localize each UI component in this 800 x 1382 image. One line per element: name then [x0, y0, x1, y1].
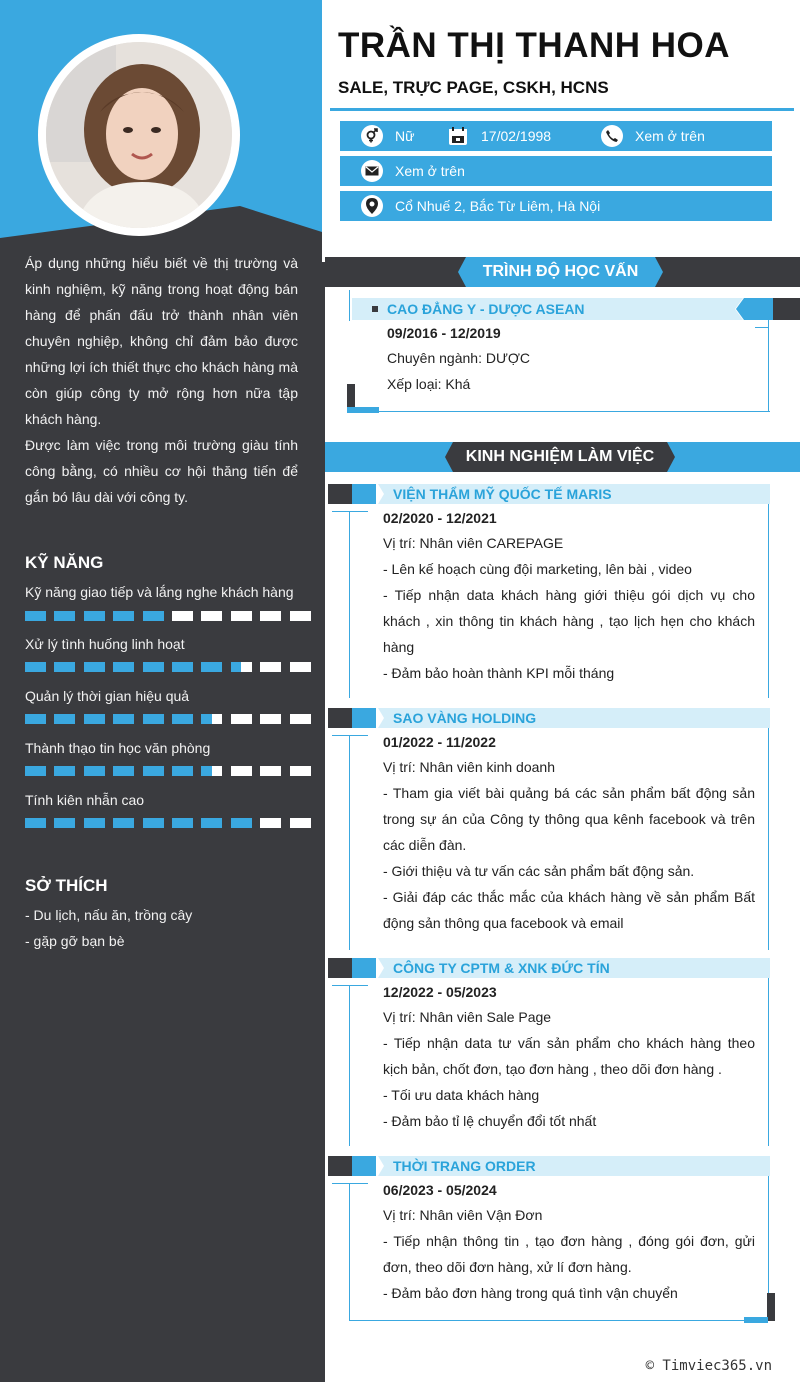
skill-segment — [290, 818, 311, 828]
skill-segment — [260, 611, 281, 621]
skill-segment — [260, 818, 281, 828]
skill-segment — [113, 662, 134, 672]
company-name: CÔNG TY CPTM & XNK ĐỨC TÍN — [393, 960, 610, 976]
frame-line — [768, 978, 769, 1146]
skill-segment — [172, 611, 193, 621]
education-grade: Xếp loại: Khá — [387, 376, 471, 392]
skill-segment — [143, 662, 164, 672]
entry-title-notch — [378, 958, 390, 978]
company-name: VIỆN THẨM MỸ QUỐC TẾ MARIS — [393, 486, 612, 502]
skill-segment — [84, 714, 105, 724]
skill-segment — [25, 662, 46, 672]
skills-heading-label: KỸ NĂNG — [25, 553, 104, 572]
skill-segment — [172, 818, 193, 828]
bullet-icon — [372, 306, 378, 312]
skill-segment — [172, 714, 193, 724]
location-icon — [361, 195, 383, 217]
skill-name: Xử lý tình huống linh hoạt — [25, 636, 185, 652]
skill-segment — [54, 611, 75, 621]
company-name: SAO VÀNG HOLDING — [393, 710, 537, 726]
info-row — [340, 156, 772, 186]
title-bar-tail — [735, 298, 800, 320]
frame-line — [349, 735, 350, 950]
job-duty: - Giải đáp các thắc mắc của khách hàng về sản phẩm Bất động sản thông qua facebook và email — [383, 889, 755, 931]
skill-segment — [260, 662, 281, 672]
skill-segment — [290, 662, 311, 672]
skill-segment — [54, 818, 75, 828]
phone-icon — [601, 125, 623, 147]
corner-accent — [744, 1317, 768, 1323]
skill-segment — [172, 766, 193, 776]
frame-tick — [755, 327, 769, 328]
skill-bar — [25, 611, 311, 621]
gender-icon — [361, 125, 383, 147]
corner-accent — [767, 1293, 775, 1321]
frame-tick — [332, 1183, 368, 1184]
skill-segment — [54, 662, 75, 672]
job-duty: - Tham gia viết bài quảng bá các sản phẩm bất động sản trong sự án của Công ty thông qua kênh facebook và trên các diễn đàn. — [383, 785, 755, 853]
skill-segment — [260, 766, 281, 776]
skill-segment — [25, 766, 46, 776]
job-position: Vị trí: Nhân viên Vận Đơn — [383, 1207, 543, 1223]
job-duty: - Tiếp nhận data khách hàng giới thiệu gói dịch vụ cho khách , xin thông tin khách hàng , tạo lịch hẹn cho khách hàng — [383, 587, 755, 655]
skill-segment — [290, 611, 311, 621]
skill-segment — [290, 714, 311, 724]
job-duty: - Đảm bảo đơn hàng trong quá tình vận chuyển — [383, 1285, 678, 1301]
frame-line — [349, 411, 770, 412]
frame-line — [349, 511, 350, 698]
job-duty: - Tiếp nhận data tư vấn sản phẩm cho khách hàng theo kịch bản, chốt đơn, tạo đơn hàng , theo dõi đơn hàng . — [383, 1035, 755, 1077]
frame-line — [768, 320, 769, 411]
frame-line — [768, 504, 769, 698]
entry-marker — [352, 708, 376, 728]
hobbies-heading — [25, 876, 120, 896]
skill-segment — [84, 818, 105, 828]
objective-paragraph: Được làm việc trong môi trường giàu tính công bằng, có nhiều cơ hội thăng tiến để gắn bó lâu dài với công ty. — [25, 437, 298, 505]
header-divider — [330, 108, 794, 111]
company-name: THỜI TRANG ORDER — [393, 1158, 536, 1174]
skill-segment — [25, 818, 46, 828]
objective-paragraph: Áp dụng những hiểu biết về thị trường và kinh nghiệm, kỹ năng trong hoạt động bán hàng để phấn đấu trở thành nhân viên chuyên nghiệp, không chỉ đảm bảo được những lợi ích thiết thực cho khách hàng mà còn giúp công ty mở rộng hơn nữa tập khách hàng. — [25, 255, 298, 427]
job-position: Vị trí: Nhân viên Sale Page — [383, 1009, 552, 1025]
hobby-item: - Du lịch, nấu ăn, trồng cây — [25, 907, 193, 923]
avatar — [46, 42, 232, 228]
job-period: 02/2020 - 12/2021 — [383, 510, 497, 526]
skill-segment — [143, 714, 164, 724]
job-duty: - Đảm bảo tỉ lệ chuyển đổi tốt nhất — [383, 1113, 597, 1129]
skill-segment — [172, 662, 193, 672]
gender-value: Nữ — [395, 128, 415, 144]
job-duty: - Lên kế hoạch cùng đội marketing, lên bài , video — [383, 561, 692, 577]
job-period: 12/2022 - 05/2023 — [383, 984, 497, 1000]
info-row — [340, 191, 772, 221]
entry-title-notch — [378, 1156, 390, 1176]
skill-segment — [231, 714, 252, 724]
frame-line — [349, 1320, 770, 1321]
skill-segment — [113, 818, 134, 828]
education-school: CAO ĐẲNG Y - DƯỢC ASEAN — [387, 301, 585, 317]
corner-accent — [347, 384, 355, 408]
avatar-photo — [46, 42, 232, 228]
skill-segment — [84, 662, 105, 672]
entry-marker — [328, 708, 352, 728]
career-objective — [25, 250, 298, 510]
hobby-item: - gặp gỡ bạn bè — [25, 933, 125, 949]
entry-marker — [328, 958, 352, 978]
skill-segment — [231, 662, 252, 672]
hobbies-heading-label: SỞ THÍCH — [25, 876, 108, 895]
skill-bar — [25, 714, 311, 724]
candidate-role: SALE, TRỰC PAGE, CSKH, HCNS — [338, 78, 609, 97]
skill-segment — [25, 611, 46, 621]
skill-segment — [143, 818, 164, 828]
job-period: 06/2023 - 05/2024 — [383, 1182, 497, 1198]
skill-name: Thành thạo tin học văn phòng — [25, 740, 211, 756]
job-position: Vị trí: Nhân viên kinh doanh — [383, 759, 555, 775]
entry-marker — [352, 1156, 376, 1176]
skill-bar — [25, 766, 311, 776]
entry-marker — [328, 1156, 352, 1176]
skill-bar — [25, 662, 311, 672]
education-heading: TRÌNH ĐỘ HỌC VẤN — [482, 263, 639, 280]
entry-title-notch — [378, 484, 390, 504]
job-duty: - Tối ưu data khách hàng — [383, 1087, 540, 1103]
skill-name: Quản lý thời gian hiệu quả — [25, 688, 190, 704]
info-row — [340, 121, 772, 151]
experience-heading: KINH NGHIỆM LÀM VIỆC — [465, 448, 655, 465]
frame-tick — [332, 735, 368, 736]
skill-segment — [25, 714, 46, 724]
frame-line — [768, 728, 769, 950]
frame-line — [349, 290, 350, 321]
frame-line — [349, 1183, 350, 1320]
mail-icon — [361, 160, 383, 182]
calendar-icon — [447, 125, 469, 147]
job-duty: - Đảm bảo hoàn thành KPI mỗi tháng — [383, 665, 615, 681]
entry-marker — [352, 958, 376, 978]
skill-segment — [201, 611, 222, 621]
email-value: Xem ở trên — [395, 163, 465, 179]
skills-heading — [25, 553, 115, 573]
skill-segment — [143, 766, 164, 776]
skill-segment — [290, 766, 311, 776]
skill-segment — [143, 611, 164, 621]
skill-segment — [113, 611, 134, 621]
skill-name: Kỹ năng giao tiếp và lắng nghe khách hàng — [25, 584, 294, 600]
job-duty: - Tiếp nhận thông tin , tạo đơn hàng , đóng gói đơn, gửi đơn, theo dõi đơn hàng, xử lí đơn hàng. — [383, 1233, 755, 1275]
birthdate-value: 17/02/1998 — [481, 128, 552, 144]
entry-title-notch — [378, 708, 390, 728]
skill-segment — [113, 766, 134, 776]
skill-segment — [231, 766, 252, 776]
skill-segment — [201, 714, 222, 724]
job-period: 01/2022 - 11/2022 — [383, 734, 496, 750]
entry-marker — [328, 484, 352, 504]
skill-segment — [231, 611, 252, 621]
address-value: Cổ Nhuế 2, Bắc Từ Liêm, Hà Nội — [395, 198, 601, 214]
candidate-name: TRẦN THỊ THANH HOA — [338, 26, 731, 65]
skill-segment — [54, 766, 75, 776]
skill-segment — [201, 766, 222, 776]
frame-tick — [332, 985, 368, 986]
frame-line — [349, 985, 350, 1146]
frame-tick — [332, 511, 368, 512]
skill-segment — [260, 714, 281, 724]
skill-bar — [25, 818, 311, 828]
job-duty: - Giới thiệu và tư vấn các sản phẩm bất động sản. — [383, 863, 695, 879]
entry-marker — [352, 484, 376, 504]
phone-value: Xem ở trên — [635, 128, 705, 144]
skill-segment — [201, 662, 222, 672]
skill-segment — [113, 714, 134, 724]
corner-accent — [347, 407, 379, 413]
job-position: Vị trí: Nhân viên CAREPAGE — [383, 535, 564, 551]
skill-segment — [54, 714, 75, 724]
skill-segment — [84, 611, 105, 621]
skill-segment — [84, 766, 105, 776]
footer-credit: © Timviec365.vn — [645, 1358, 772, 1374]
education-major: Chuyên ngành: DƯỢC — [387, 350, 531, 366]
education-period: 09/2016 - 12/2019 — [387, 325, 501, 341]
skill-name: Tính kiên nhẫn cao — [25, 792, 145, 808]
skill-segment — [201, 818, 222, 828]
skill-segment — [231, 818, 252, 828]
sidebar-edge — [322, 0, 330, 262]
